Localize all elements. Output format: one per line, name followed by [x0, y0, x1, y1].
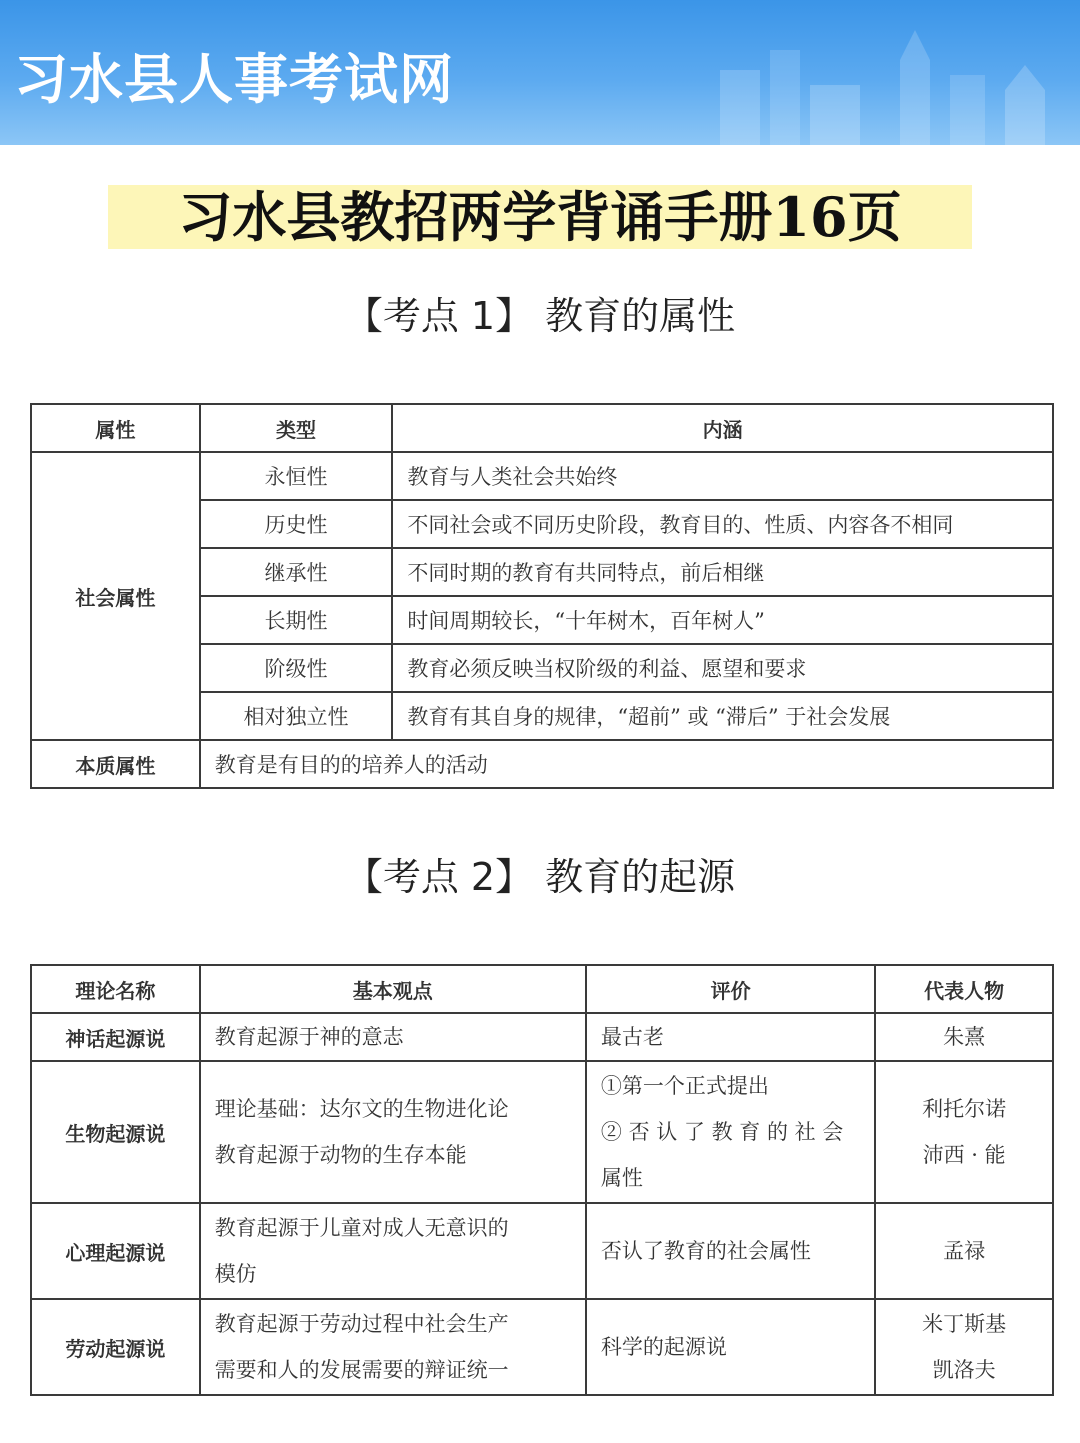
meaning-cell: 时间周期较长，“十年树木，百年树人”	[392, 596, 1053, 644]
people-cell: 朱熹	[875, 1013, 1053, 1061]
essence-meaning-cell: 教育是有目的的培养人的活动	[200, 740, 1053, 788]
social-attribute-label: 社会属性	[31, 452, 200, 740]
type-cell: 继承性	[200, 548, 393, 596]
header-people: 代表人物	[875, 965, 1053, 1013]
site-banner	[0, 0, 1080, 145]
evaluation-cell: 最古老	[586, 1013, 875, 1061]
type-cell: 相对独立性	[200, 692, 393, 740]
table-header-row	[31, 965, 1053, 1013]
theory-name-cell: 神话起源说	[31, 1013, 200, 1061]
document-title: 习水县教招两学背诵手册16页	[108, 185, 972, 249]
header-theory: 理论名称	[31, 965, 200, 1013]
view-cell: 教育起源于儿童对成人无意识的 模仿	[200, 1203, 586, 1299]
origins-table	[30, 964, 1054, 1396]
section2-title: 【考点 2】 教育的起源	[344, 855, 736, 899]
attributes-table	[30, 403, 1054, 789]
view-cell: 教育起源于劳动过程中社会生产 需要和人的发展需要的辩证统一	[200, 1299, 586, 1395]
people-cell: 米丁斯基 凯洛夫	[875, 1299, 1053, 1395]
site-name: 习水县人事考试网	[14, 48, 454, 111]
type-cell: 阶级性	[200, 644, 393, 692]
view-cell: 理论基础：达尔文的生物进化论 教育起源于动物的生存本能	[200, 1061, 586, 1203]
people-cell: 利托尔诺 沛西 · 能	[875, 1061, 1053, 1203]
evaluation-cell: ①第一个正式提出 ② 否 认 了 教 育 的 社 会 属性	[586, 1061, 875, 1203]
table-row	[31, 1203, 1053, 1299]
table-row	[31, 1013, 1053, 1061]
meaning-cell: 教育必须反映当权阶级的利益、愿望和要求	[392, 644, 1053, 692]
theory-name-cell: 劳动起源说	[31, 1299, 200, 1395]
header-evaluation: 评价	[586, 965, 875, 1013]
header-view: 基本观点	[200, 965, 586, 1013]
theory-name-cell: 生物起源说	[31, 1061, 200, 1203]
table-row	[31, 1299, 1053, 1395]
table-row	[31, 740, 1053, 788]
evaluation-cell: 否认了教育的社会属性	[586, 1203, 875, 1299]
table-header-row	[31, 404, 1053, 452]
city-skyline-decoration	[660, 0, 1080, 145]
header-attribute: 属性	[31, 404, 200, 452]
evaluation-cell: 科学的起源说	[586, 1299, 875, 1395]
header-type: 类型	[200, 404, 393, 452]
table-row	[31, 1061, 1053, 1203]
type-cell: 长期性	[200, 596, 393, 644]
meaning-cell: 教育有其自身的规律，“超前” 或 “滞后” 于社会发展	[392, 692, 1053, 740]
section1-title: 【考点 1】 教育的属性	[344, 294, 736, 338]
people-cell: 孟禄	[875, 1203, 1053, 1299]
type-cell: 永恒性	[200, 452, 393, 500]
view-cell: 教育起源于神的意志	[200, 1013, 586, 1061]
table-row	[31, 452, 1053, 500]
meaning-cell: 不同时期的教育有共同特点，前后相继	[392, 548, 1053, 596]
meaning-cell: 不同社会或不同历史阶段，教育目的、性质、内容各不相同	[392, 500, 1053, 548]
meaning-cell: 教育与人类社会共始终	[392, 452, 1053, 500]
theory-name-cell: 心理起源说	[31, 1203, 200, 1299]
header-meaning: 内涵	[392, 404, 1053, 452]
essence-attribute-label: 本质属性	[31, 740, 200, 788]
type-cell: 历史性	[200, 500, 393, 548]
